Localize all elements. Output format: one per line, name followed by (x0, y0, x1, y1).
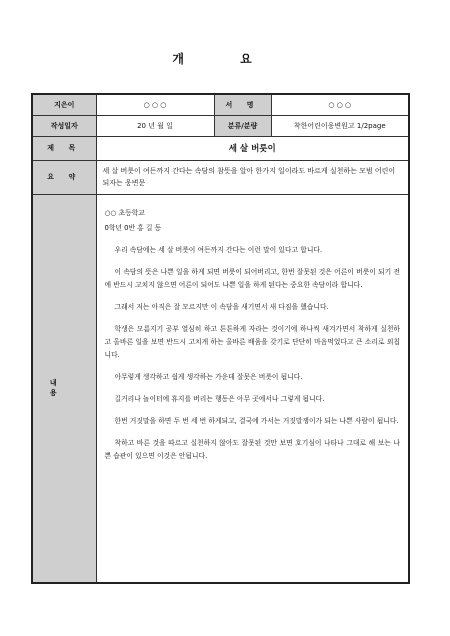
subject-label: 제 목 (32, 136, 96, 160)
paragraph: 이 속담의 뜻은 나쁜 일을 하게 되면 버릇이 되어버리고, 한번 잘못된 것은 어른이 버릇이 되기 전에 반드시 고치지 않으면 어른이 되어도 나쁜 일을 하게 된다는 중요한 속담이라 합니다. (104, 267, 400, 289)
paragraph: 그래서 저는 아직은 잘 모르지만 이 속담을 새기면서 새 다짐을 했습니다. (114, 302, 329, 311)
category-value: 착한어린이웅변원고 1/2page (271, 115, 409, 136)
date-label: 작성일자 (32, 115, 96, 136)
paragraph: 착하고 바른 것을 따르고 실천하지 않아도 잘못된 것만 보면 호기심이 나타나 그대로 해 보는 나쁜 습관이 있으면 이것은 안됩니다. (104, 438, 400, 460)
content-label: 내 용 (32, 194, 96, 583)
school-line: ○○ 초등학교 (104, 208, 145, 217)
subject-row (32, 136, 409, 160)
date-row (32, 115, 409, 136)
paragraph: 아무렇게 생각하고 쉽게 생각하는 가운데 잘못은 버릇이 됩니다. (114, 372, 303, 381)
summary-label: 요 약 (32, 160, 96, 194)
summary-form-table (31, 93, 410, 584)
document-title: 개 요 (172, 52, 278, 66)
author-label: 지은이 (32, 94, 96, 115)
paragraph: 학생은 모름지기 공부 열심히 하고 튼튼하게 자라는 것이기에 하나씩 새겨가면서 착하게 실천하고 올바른 일을 보면 반드시 고치게 하는 올바른 배움을 갖기로 단단히 마음먹었다고 큰 소리로 외칩니다. (104, 324, 400, 359)
signature-label: 서 명 (214, 94, 271, 115)
summary-row (32, 160, 409, 194)
paragraph: 한번 거짓말을 하면 두 번 세 번 하게되고, 결국에 가서는 거짓말쟁이가 되는 나쁜 사람이 됩니다. (114, 416, 399, 425)
student-line: 0학년 0반 홍 길 동 (104, 223, 162, 232)
paragraph: 우리 속담에는 세 살 버릇이 여든까지 간다는 이런 말이 있다고 합니다. (114, 245, 323, 254)
author-row (32, 94, 409, 115)
content-row (32, 194, 409, 583)
paragraph: 길거리나 놀이터에 휴지를 버리는 행동은 아무 곳에서나 그렇게 됩니다. (114, 394, 325, 403)
subject-value: 세 살 버릇이 (96, 136, 409, 160)
date-value: 20 년 월 일 (96, 115, 214, 136)
category-label: 분류/분량 (214, 115, 271, 136)
content-body (96, 194, 409, 583)
signature-value: ○ ○ ○ (271, 94, 409, 115)
author-value: ○ ○ ○ (96, 94, 214, 115)
summary-value: 세 살 버릇이 여든까지 간다는 속담의 참뜻을 알아 한가지 일이라도 바르게 실천하는 모범 어린이 되자는 웅변문 (96, 160, 409, 194)
